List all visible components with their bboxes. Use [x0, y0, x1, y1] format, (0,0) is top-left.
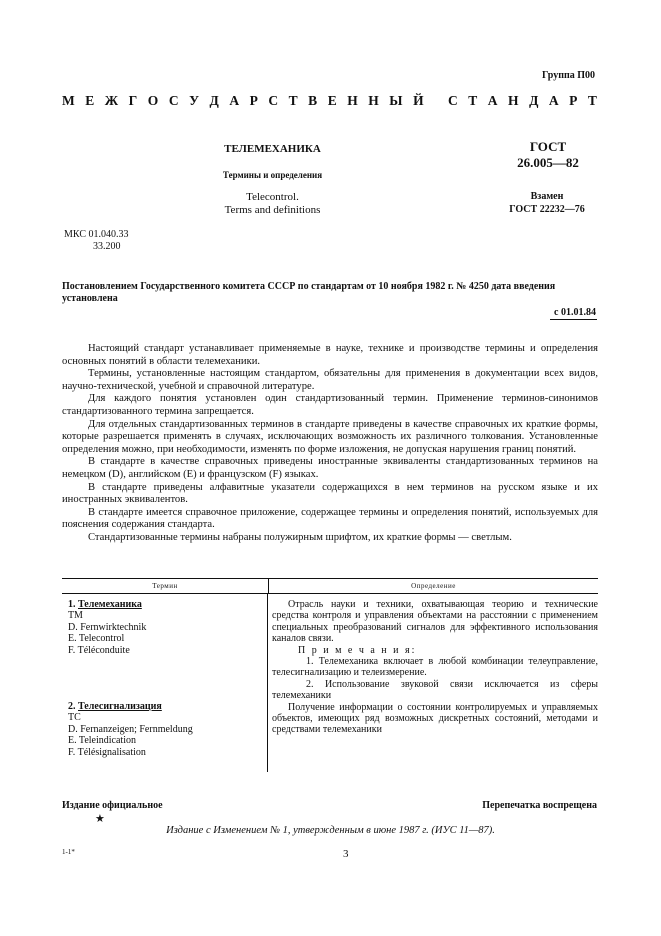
banner-spacer [434, 93, 437, 109]
decree-text: Постановлением Государственного комитета СССР по стандартам от 10 ноября 1982 г. № 4250 дата введения установлена [62, 281, 556, 304]
paragraph: В стандарте имеется справочное приложение, содержащее термины и определения понятий, используемых для пояснения содержания стандарта. [62, 506, 598, 531]
terms-table [62, 578, 598, 772]
banner-letter: М [62, 93, 75, 108]
banner-letter: В [308, 93, 318, 108]
banner-letter: Й [413, 93, 424, 108]
paragraph: Термины, установленные настоящим стандартом, обязательны для применения в документации всех видов, научно-технической, учебной и справочной литературе. [62, 368, 598, 392]
reprint-notice: Перепечатка воспрещена [482, 800, 597, 811]
term-name: Телемеханика [78, 599, 142, 610]
english-title-line-1: Telecontrol. [246, 191, 299, 203]
banner-letter: С [168, 93, 179, 108]
definitions-column [268, 594, 598, 772]
banner-letter: Д [209, 93, 219, 108]
note-text: 1. Телемеханика включает в любой комбинации телеуправление, телесигнализацию и телеизмерение. [272, 656, 598, 679]
note-text: 2. Использование звуковой связи исключается из сферы телемеханики [272, 678, 598, 702]
official-edition: Издание официальное [62, 800, 163, 811]
term-abbreviation: ТМ [68, 610, 83, 622]
definition-text: Отрасль науки и техники, охватывающая теорию и технические средства контроля и управления объектами на расстоянии с применением специальных преобразований сигналов для эффективного использования каналов связи. [272, 599, 598, 645]
paragraph: В стандарте в качестве справочных приведены иностранные эквиваленты стандартизованных терминов на немецком (D), английском (E) и французском (F) языках. [62, 456, 598, 480]
term-german: D. Fernwirktechnik [68, 621, 147, 633]
gost-designation [500, 139, 596, 171]
mks-code-2: 33.200 [93, 241, 121, 252]
mks-codes [64, 229, 128, 253]
terms-column [62, 594, 268, 772]
edition-note: Издание с Изменением № 1, утвержденным в июне 1987 г. (ИУС 11—87). [166, 825, 495, 836]
banner-letter: Т [468, 93, 478, 108]
intro-text [62, 343, 598, 545]
notes-heading: П р и м е ч а н и я: [298, 644, 417, 656]
banner-letter: Ж [104, 93, 119, 108]
paragraph: Для каждого понятия установлен один стандартизованный термин. Применение терминов-синонимов стандартизованного термина запрещается. [62, 393, 598, 417]
banner-letter: Н [508, 93, 519, 108]
mks-label: МКС 01.040.33 [64, 229, 129, 240]
definition-text: Получение информации о состоянии контролируемых и управляемых объектов, имеющих ряд возможных дискретных состояний, методами и средствами телемеханики [272, 701, 598, 736]
banner-letter: Н [368, 93, 379, 108]
banner-letter: Е [327, 93, 337, 108]
star-icon: ★ [95, 813, 105, 825]
term-number: 1. [68, 599, 76, 610]
banner-letter: Р [249, 93, 258, 108]
term-french: F. Téléconduite [68, 644, 130, 656]
doc-subtitle: Термины и определения [222, 170, 323, 180]
banner-letter: Е [85, 93, 95, 108]
group-label: Группа П00 [542, 70, 595, 81]
replaces-label: Взамен [530, 191, 564, 202]
term-english: E. Teleindication [68, 735, 136, 747]
banner-letter: У [189, 93, 199, 108]
banner-letter: Ы [389, 93, 403, 108]
banner-letter: Т [288, 93, 298, 108]
banner-letter: Г [128, 93, 138, 108]
paragraph: Стандартизованные термины набраны полужирным шрифтом, их краткие формы — светлым. [88, 531, 512, 543]
english-title-line-2: Terms and definitions [224, 204, 321, 216]
gost-number: 26.005—82 [517, 155, 579, 170]
replaces-block [492, 190, 602, 216]
doc-title: ТЕЛЕМЕХАНИКА [224, 143, 321, 155]
term-english: E. Telecontrol [68, 633, 125, 645]
banner-letter: С [268, 93, 279, 108]
banner-letter: Н [347, 93, 358, 108]
sheet-mark: 1-1* [62, 848, 75, 856]
banner-letter: С [447, 93, 458, 108]
header-definition: Определение [411, 582, 456, 590]
banner-letter: Т [587, 93, 597, 108]
term-heading [68, 701, 267, 712]
table-header [62, 578, 598, 594]
term-german: D. Fernanzeigen; Fernmeldung [68, 723, 193, 735]
banner-letter: О [147, 93, 159, 108]
standard-banner [62, 93, 597, 109]
term-heading [68, 599, 267, 610]
banner-letter: А [229, 93, 240, 108]
paragraph: Для отдельных стандартизованных терминов в стандарте приведены в качестве справочных их краткие формы, которые разрешается применять в случаях, исключающих возможность их различного толкования. Установленные определения можно, при необходимости, изменять по форме изложения, не допуская нарушения границ понятий. [62, 418, 598, 455]
effective-date: с 01.01.84 [550, 307, 597, 320]
replaces-number: ГОСТ 22232—76 [509, 204, 585, 215]
banner-letter: Р [569, 93, 578, 108]
header-term: Термин [62, 579, 269, 593]
term-french: F. Télésignalisation [68, 746, 146, 758]
paragraph: Настоящий стандарт устанавливает применяемые в науке, технике и производстве термины и определения основных понятий в области телемеханики. [62, 343, 598, 367]
term-name: Телесигнализация [78, 701, 162, 713]
banner-letter: Д [529, 93, 539, 108]
paragraph: В стандарте приведены алфавитные указатели содержащихся в нем терминов на русском языке и их иностранных эквивалентов. [62, 481, 598, 506]
term-abbreviation: ТС [68, 712, 81, 724]
english-title [175, 191, 370, 217]
banner-letter: А [548, 93, 559, 108]
term-number: 2. [68, 701, 76, 713]
banner-letter: А [487, 93, 498, 108]
gost-label: ГОСТ [529, 139, 567, 154]
table-body [62, 594, 598, 772]
page-number: 3 [343, 848, 349, 860]
